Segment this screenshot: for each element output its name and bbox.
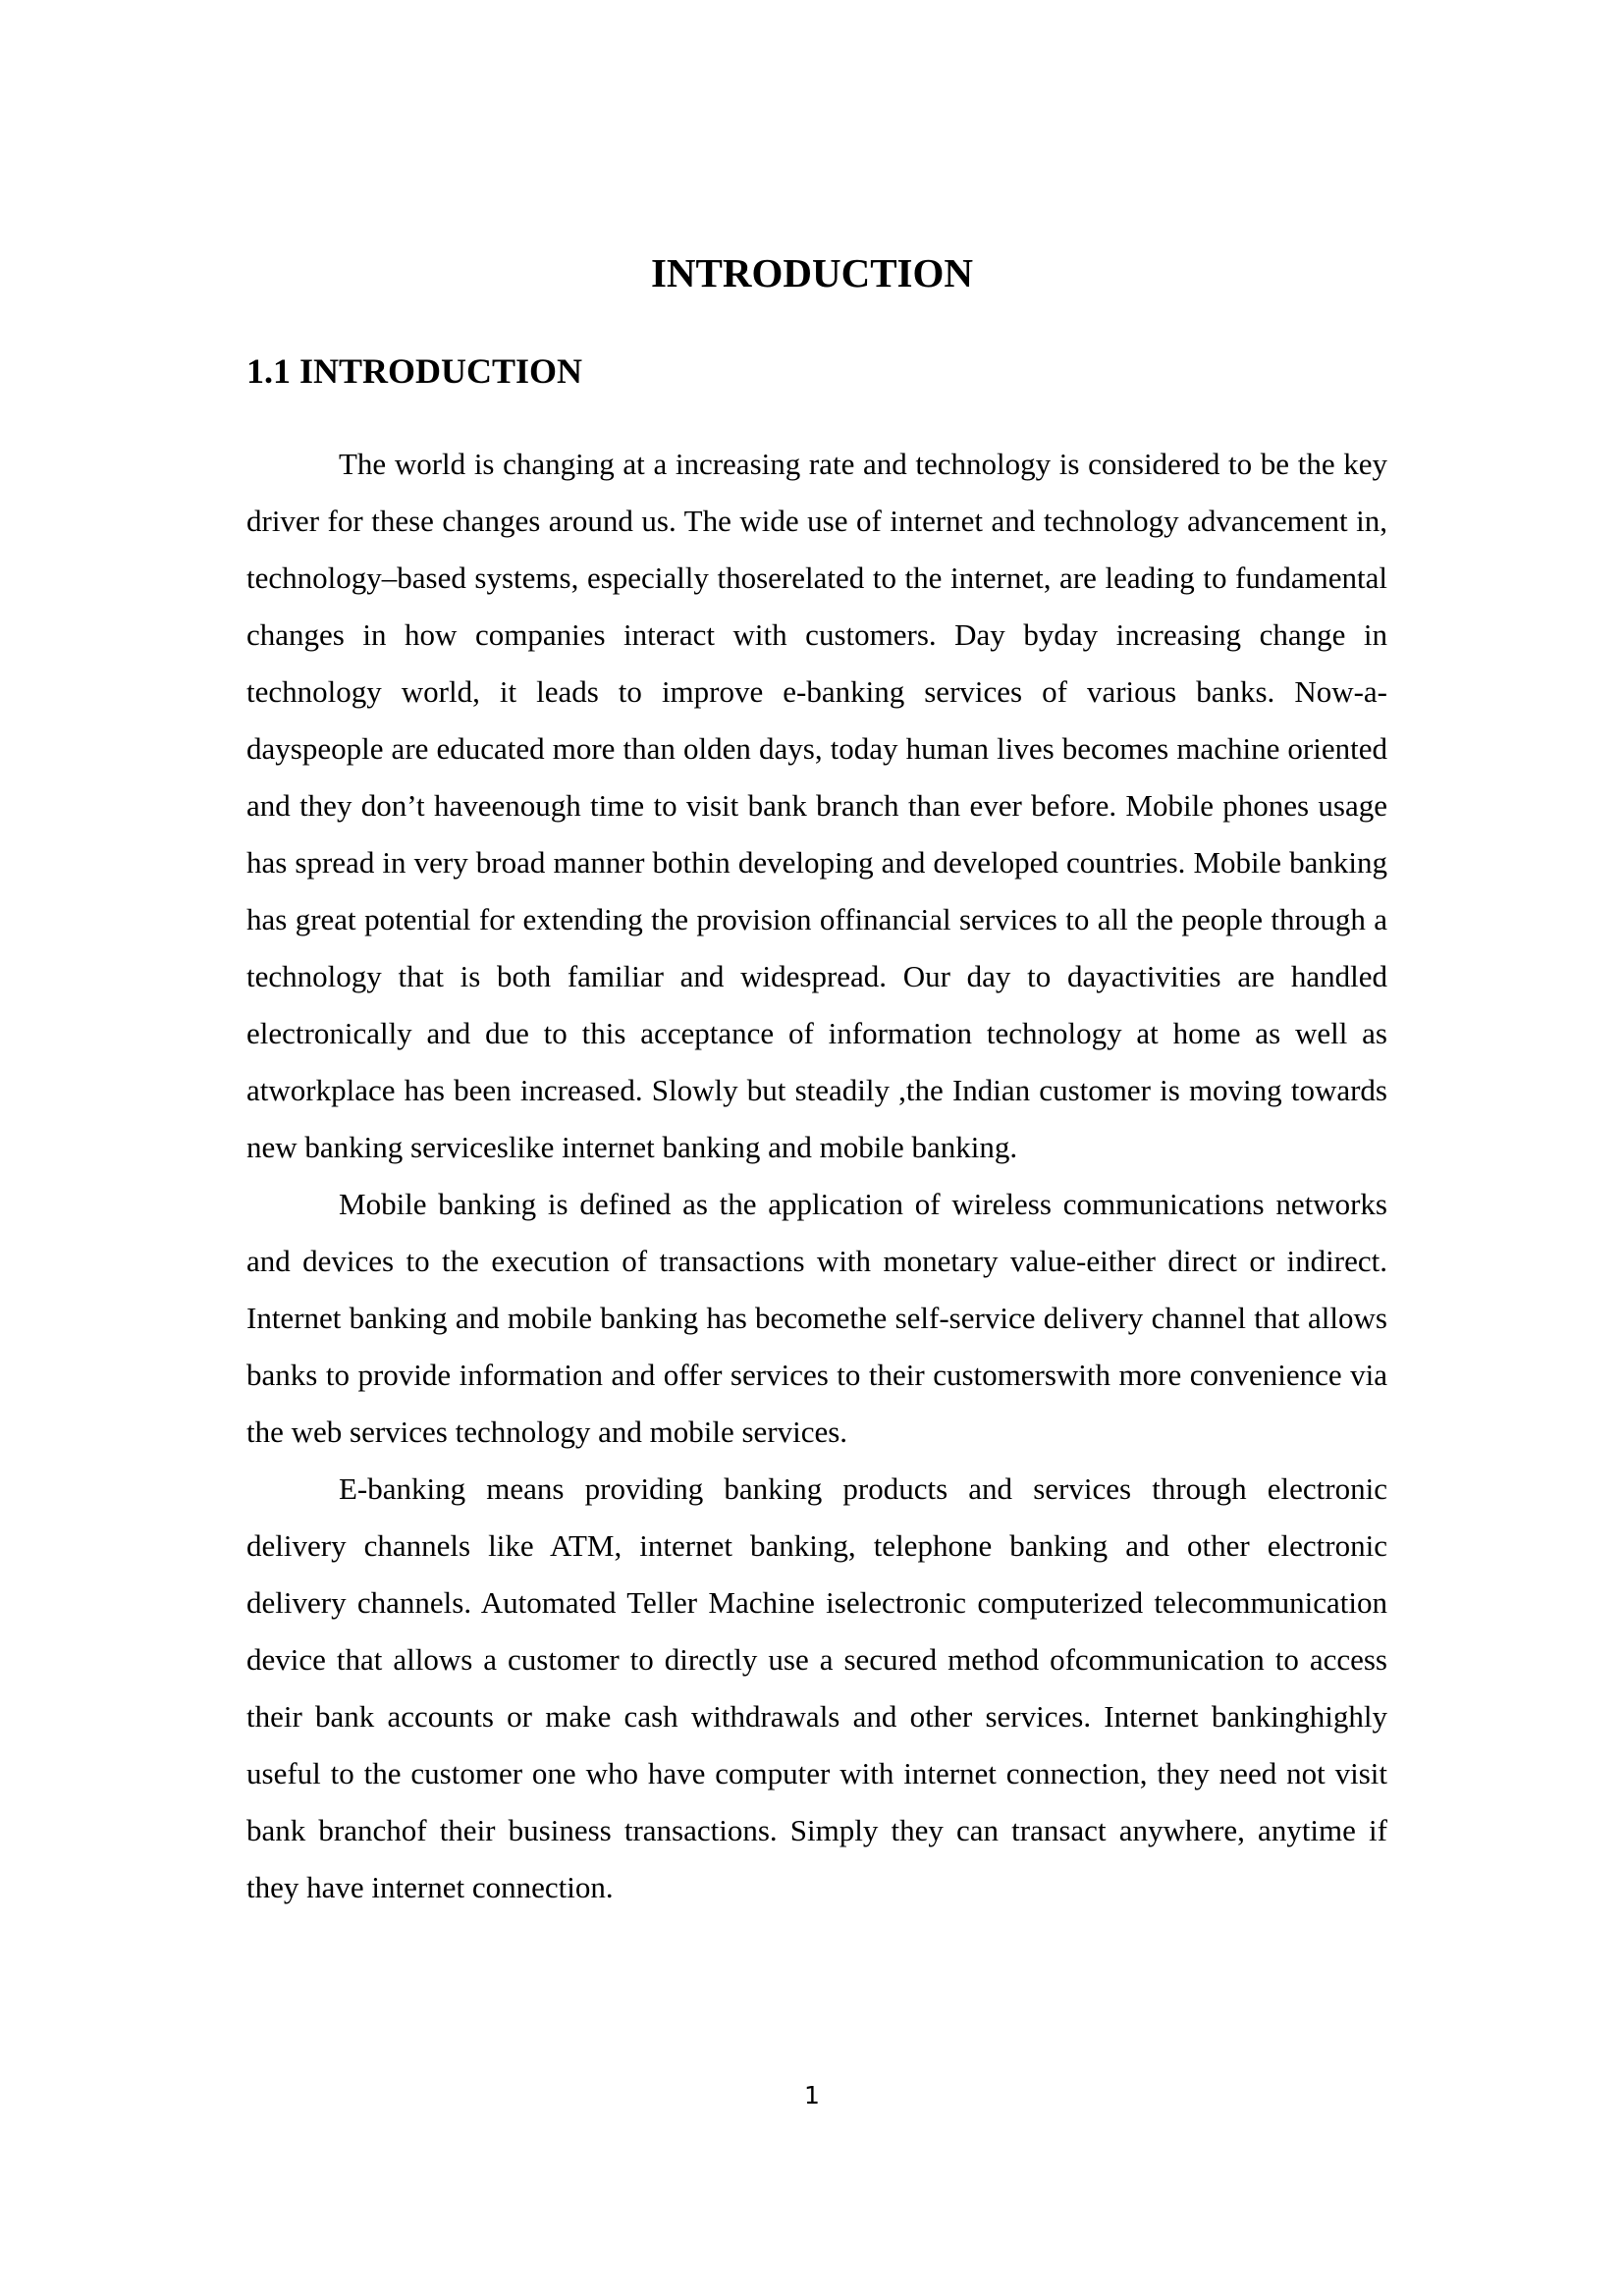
paragraph-2: Mobile banking is defined as the application of wireless communications networks and devices to the execution of transactions with monetary value-either direct or indirect. Internet banking and mobile banking has becomethe self-service delivery channel that allows banks to provide information and offer services to their customerswith more convenience via the web services technology and mobile services. bbox=[246, 1187, 1387, 1449]
paragraph-3: E-banking means providing banking products and services through electronic delivery channels like ATM, internet banking, telephone banking and other electronic delivery channels. Automated Teller Machine iselectronic computerized telecommunication device that allows a customer to directly use a secured method ofcommunication to access their bank accounts or make cash withdrawals and other services. Internet bankinghighly useful to the customer one who have computer with internet connection, they need not visit bank branchof their business transactions. Simply they can transact anywhere, anytime if they have internet connection. bbox=[246, 1471, 1387, 1904]
paragraph-1: The world is changing at a increasing rate and technology is considered to be the key driver for these changes around us. The wide use of internet and technology advancement in, technology–based systems, especially thoserelated to the internet, are leading to fundamental changes in how companies interact with customers. Day byday increasing change in technology world, it leads to improve e-banking services of various banks. Now-a-dayspeople are educated more than olden days, today human lives becomes machine oriented and they don’t haveenough time to visit bank branch than ever before. Mobile phones usage has spread in very broad manner bothin developing and developed countries. Mobile banking has great potential for extending the provision offinancial services to all the people through a technology that is both familiar and widespread. Our day to dayactivities are handled electronically and due to this acceptance of information technology at home as well as atworkplace has been increased. Slowly but steadily ,the Indian customer is moving towards new banking serviceslike internet banking and mobile banking. bbox=[246, 447, 1387, 1164]
section-heading: 1.1 INTRODUCTION bbox=[246, 351, 583, 391]
page-number: 1 bbox=[804, 2081, 820, 2109]
page-title: INTRODUCTION bbox=[650, 250, 974, 295]
body-text bbox=[246, 436, 1387, 1916]
